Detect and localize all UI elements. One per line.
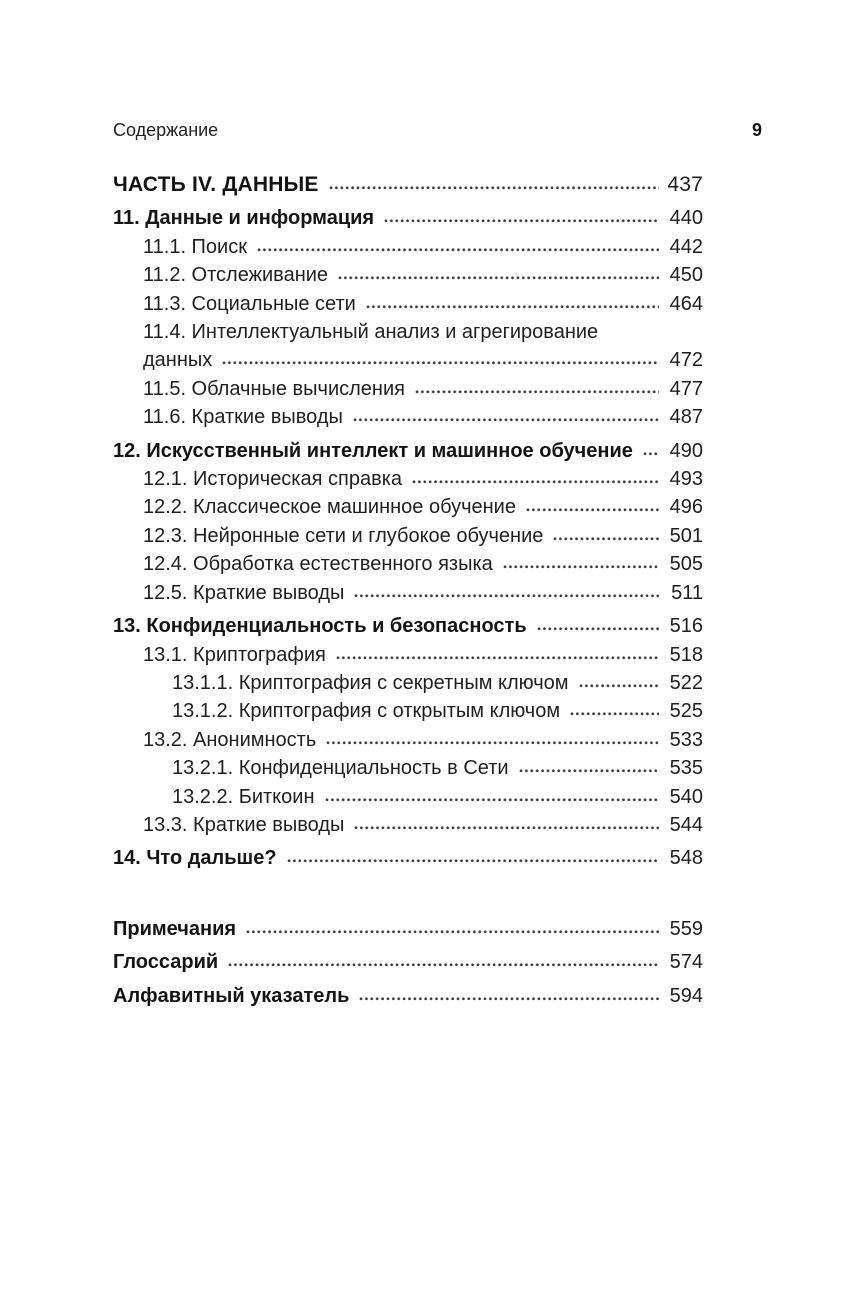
- toc-leader-dots: [287, 844, 659, 864]
- toc-entry-label: 11.4. Интеллектуальный анализ и агрегирование: [143, 321, 599, 344]
- toc-leader-dots: [570, 697, 659, 717]
- toc-entry-page: 548: [669, 847, 703, 870]
- toc-entry-label: 12.4. Обработка естественного языка: [143, 553, 493, 576]
- toc-entry-page: 525: [669, 700, 703, 723]
- toc-entry-page: 437: [667, 173, 703, 196]
- toc-entry-label: 11. Данные и информация: [113, 207, 375, 230]
- toc-entry: [113, 579, 703, 607]
- page-number: 9: [751, 120, 762, 140]
- toc-leader-dots: [228, 948, 659, 968]
- toc-entry: [113, 522, 703, 550]
- toc-leader-dots: [519, 754, 659, 774]
- toc-leader-dots: [326, 726, 659, 746]
- toc-entry-page: 522: [669, 671, 703, 694]
- toc-entry-label: 13.1. Криптография: [143, 643, 326, 666]
- toc-entry-page: 535: [669, 757, 703, 780]
- toc-entry-label: 11.2. Отслеживание: [143, 264, 329, 287]
- toc-entry: [113, 844, 703, 872]
- toc-entry-page: 487: [669, 406, 703, 429]
- toc-entry-page: 496: [669, 496, 703, 519]
- toc-entry-page: 505: [669, 553, 703, 576]
- toc-entry: [113, 318, 703, 346]
- toc-leader-dots: [336, 641, 659, 661]
- toc-entry-page: 450: [669, 264, 703, 287]
- toc-leader-dots: [412, 465, 659, 485]
- toc-entry-label: Глоссарий: [113, 951, 219, 974]
- toc-entry: [113, 375, 703, 403]
- toc-entry-label: 11.5. Облачные вычисления: [143, 377, 405, 400]
- toc-entry: [113, 204, 703, 232]
- toc-entry-label: 13.2.1. Конфиденциальность в Сети: [172, 757, 509, 780]
- toc-entry-label: 13.2.2. Биткоин: [172, 785, 315, 808]
- toc-leader-dots: [246, 915, 659, 935]
- toc-entry-label: 13.3. Краткие выводы: [143, 813, 345, 836]
- toc-entry-page: 559: [669, 917, 703, 940]
- toc-entry-page: 533: [669, 728, 703, 751]
- toc-leader-dots: [366, 290, 659, 310]
- toc-entry: [113, 290, 703, 318]
- running-head: [113, 119, 762, 141]
- toc-entry-label: 11.3. Социальные сети: [143, 292, 356, 315]
- toc-entry: [113, 346, 703, 374]
- toc-entry: [113, 261, 703, 289]
- toc-leader-dots: [359, 982, 659, 1002]
- toc-entry-page: 477: [669, 377, 703, 400]
- toc-leader-dots: [329, 171, 659, 191]
- toc-leader-dots: [415, 375, 659, 395]
- toc-entry-label: Примечания: [113, 917, 237, 940]
- toc-entry-page: 501: [669, 524, 703, 547]
- toc-entry-label: 11.1. Поиск: [143, 235, 247, 258]
- toc-entry-label: 14. Что дальше?: [113, 847, 277, 870]
- toc-entry: [113, 783, 703, 811]
- toc-entry-page: 464: [669, 292, 703, 315]
- toc-leader-dots: [353, 403, 659, 423]
- toc-entry: [113, 550, 703, 578]
- toc-entry-label: 12. Искусственный интеллект и машинное обучение: [113, 439, 633, 462]
- toc-entry-label: 13.2. Анонимность: [143, 728, 317, 751]
- toc-entry-label: 11.6. Краткие выводы: [143, 406, 343, 429]
- toc-entry: [113, 437, 703, 465]
- toc-leader-dots: [503, 550, 659, 570]
- toc-entry-label: 13.1.2. Криптография с открытым ключом: [172, 700, 561, 723]
- toc-entry-page: 493: [669, 468, 703, 491]
- toc-entry-page: 544: [669, 813, 703, 836]
- toc-leader-dots: [537, 612, 659, 632]
- toc-entry-page: 540: [669, 785, 703, 808]
- toc-entry-page: 511: [671, 581, 703, 604]
- toc-entry-label: 13.1.1. Криптография с секретным ключом: [172, 671, 569, 694]
- toc-entry: [113, 754, 703, 782]
- toc-entry: [113, 493, 703, 521]
- toc-entry: [113, 948, 703, 976]
- toc-leader-dots: [579, 669, 659, 689]
- toc-entry-page: 518: [669, 643, 703, 666]
- toc-entry-page: 574: [669, 951, 703, 974]
- toc-entry-page: 440: [669, 207, 703, 230]
- toc-entry-label: 12.5. Краткие выводы: [143, 581, 345, 604]
- toc-leader-dots: [222, 346, 659, 366]
- toc-entry-page: 442: [669, 235, 703, 258]
- toc-leader-dots: [553, 522, 659, 542]
- toc-entry: [113, 697, 703, 725]
- toc-entry-label: 13. Конфиденциальность и безопасность: [113, 615, 527, 638]
- toc-entry: [113, 465, 703, 493]
- toc-entry: [113, 915, 703, 943]
- toc-leader-dots: [354, 579, 659, 599]
- toc-entry: [113, 669, 703, 697]
- toc-entry-page: 516: [669, 615, 703, 638]
- toc-entry: [113, 612, 703, 640]
- toc-leader-dots: [325, 783, 660, 803]
- toc-leader-dots: [354, 811, 659, 831]
- toc-entry: [113, 403, 703, 431]
- toc-entry-page: 490: [669, 439, 703, 462]
- table-of-contents: [113, 171, 703, 1010]
- toc-leader-dots: [384, 204, 659, 224]
- toc-entry-label: данных: [143, 349, 213, 372]
- toc-entry: [113, 171, 703, 199]
- toc-entry-label: 12.1. Историческая справка: [143, 468, 403, 491]
- toc-entry-label: Алфавитный указатель: [113, 984, 350, 1007]
- toc-entry-label: ЧАСТЬ IV. ДАННЫЕ: [113, 173, 319, 196]
- toc-leader-dots: [526, 493, 659, 513]
- toc-leader-dots: [338, 261, 659, 281]
- toc-entry-label: 12.3. Нейронные сети и глубокое обучение: [143, 524, 544, 547]
- toc-entry: [113, 811, 703, 839]
- toc-entry: [113, 982, 703, 1010]
- toc-entry-page: 594: [669, 984, 703, 1007]
- toc-leader-dots: [643, 437, 659, 457]
- toc-entry: [113, 726, 703, 754]
- running-head-title: Содержание: [113, 120, 219, 140]
- toc-entry: [113, 641, 703, 669]
- toc-entry-label: 12.2. Классическое машинное обучение: [143, 496, 516, 519]
- toc-leader-dots: [257, 233, 659, 253]
- toc-entry-page: 472: [669, 349, 703, 372]
- toc-entry: [113, 233, 703, 261]
